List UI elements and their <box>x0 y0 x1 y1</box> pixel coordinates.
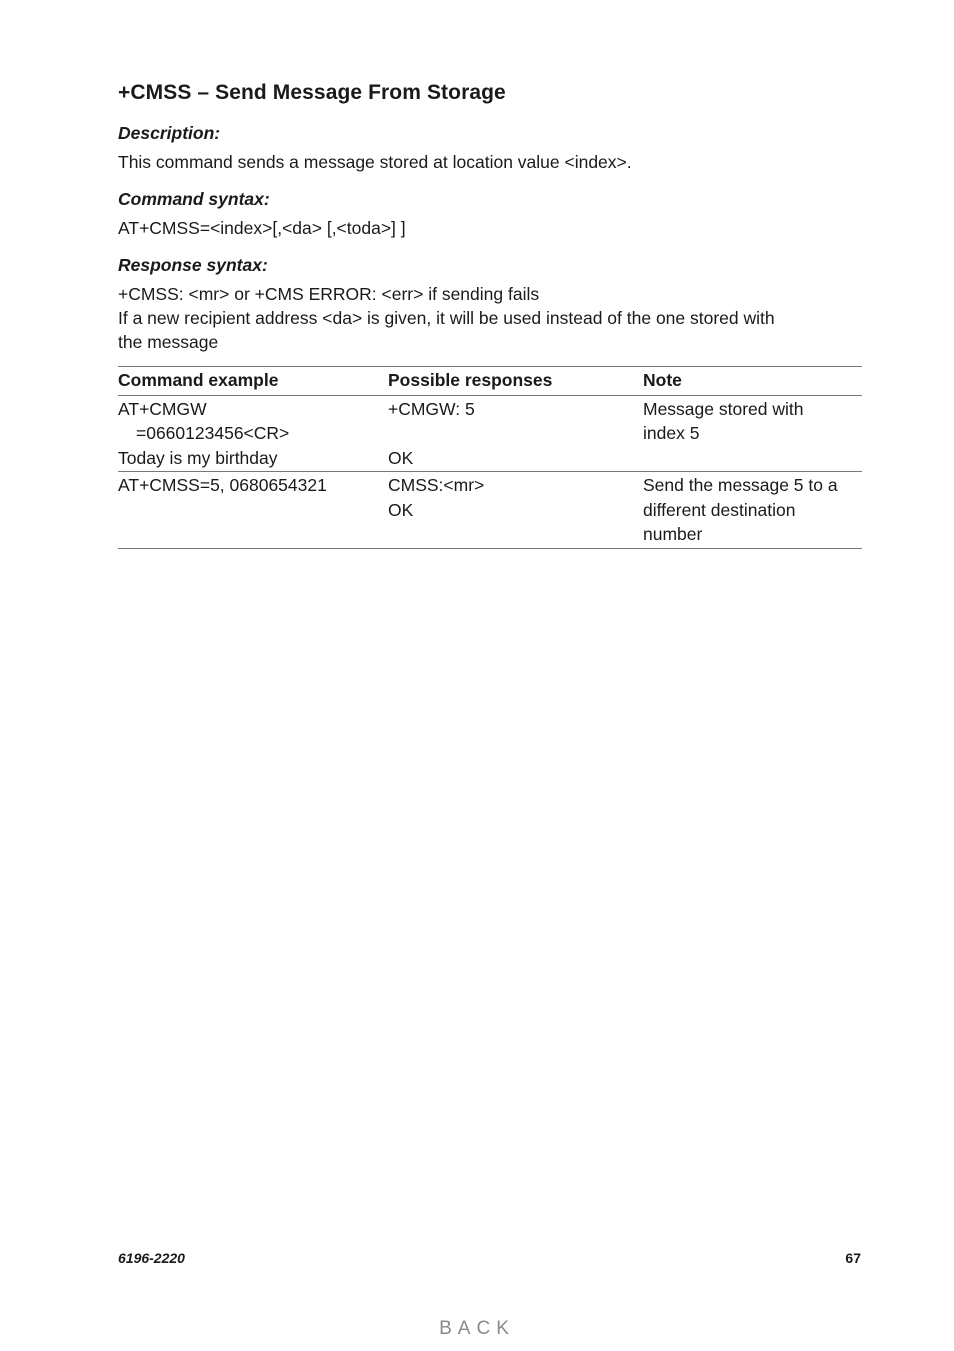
response-syntax-label: Response syntax: <box>118 255 268 275</box>
response-syntax-line: +CMSS: <mr> or +CMS ERROR: <err> if sending fails <box>118 284 540 304</box>
cell-responses <box>388 395 643 472</box>
cell-line: number <box>643 524 703 544</box>
description-text: This command sends a message stored at location value <index>. <box>118 152 632 172</box>
table-row <box>118 472 862 549</box>
command-syntax-text: AT+CMSS=<index>[,<da> [,<toda>] ] <box>118 218 406 238</box>
response-syntax-text <box>118 282 862 354</box>
description-label: Description: <box>118 123 221 143</box>
cell-line: index 5 <box>643 423 700 443</box>
page-title: +CMSS – Send Message From Storage <box>118 81 506 104</box>
cell-line: CMSS:<mr> <box>388 475 485 495</box>
document-page <box>118 78 862 549</box>
header-note: Note <box>643 370 682 390</box>
table-row <box>118 395 862 472</box>
cell-line: =0660123456<CR> <box>136 423 290 443</box>
table-header-row <box>118 367 862 396</box>
cell-line: +CMGW: 5 <box>388 398 475 419</box>
cell-responses <box>388 472 643 549</box>
cell-note <box>643 395 862 472</box>
cell-line: OK <box>388 447 414 468</box>
cell-line: Today is my birthday <box>118 447 278 468</box>
doc-number: 6196-2220 <box>118 1250 185 1266</box>
cell-line: AT+CMSS=5, 0680654321 <box>118 475 327 495</box>
cell-command <box>118 472 388 549</box>
cell-command <box>118 395 388 472</box>
back-link[interactable]: BACK <box>439 1318 515 1339</box>
cell-line: Send the message 5 to a <box>643 475 838 495</box>
cell-line: Message stored with <box>643 398 804 419</box>
response-syntax-line: If a new recipient address <da> is given, it will be used instead of the one stored with <box>118 308 775 328</box>
cell-line: different destination <box>643 499 796 520</box>
header-command-example: Command example <box>118 370 279 390</box>
header-possible-responses: Possible responses <box>388 370 553 390</box>
page-number: 67 <box>845 1250 861 1266</box>
command-example-table <box>118 366 862 549</box>
command-syntax-label: Command syntax: <box>118 189 270 209</box>
cell-line: OK <box>388 499 414 520</box>
cell-line: AT+CMGW <box>118 398 207 419</box>
cell-line <box>388 421 643 446</box>
response-syntax-line: the message <box>118 332 219 352</box>
cell-note <box>643 472 862 549</box>
